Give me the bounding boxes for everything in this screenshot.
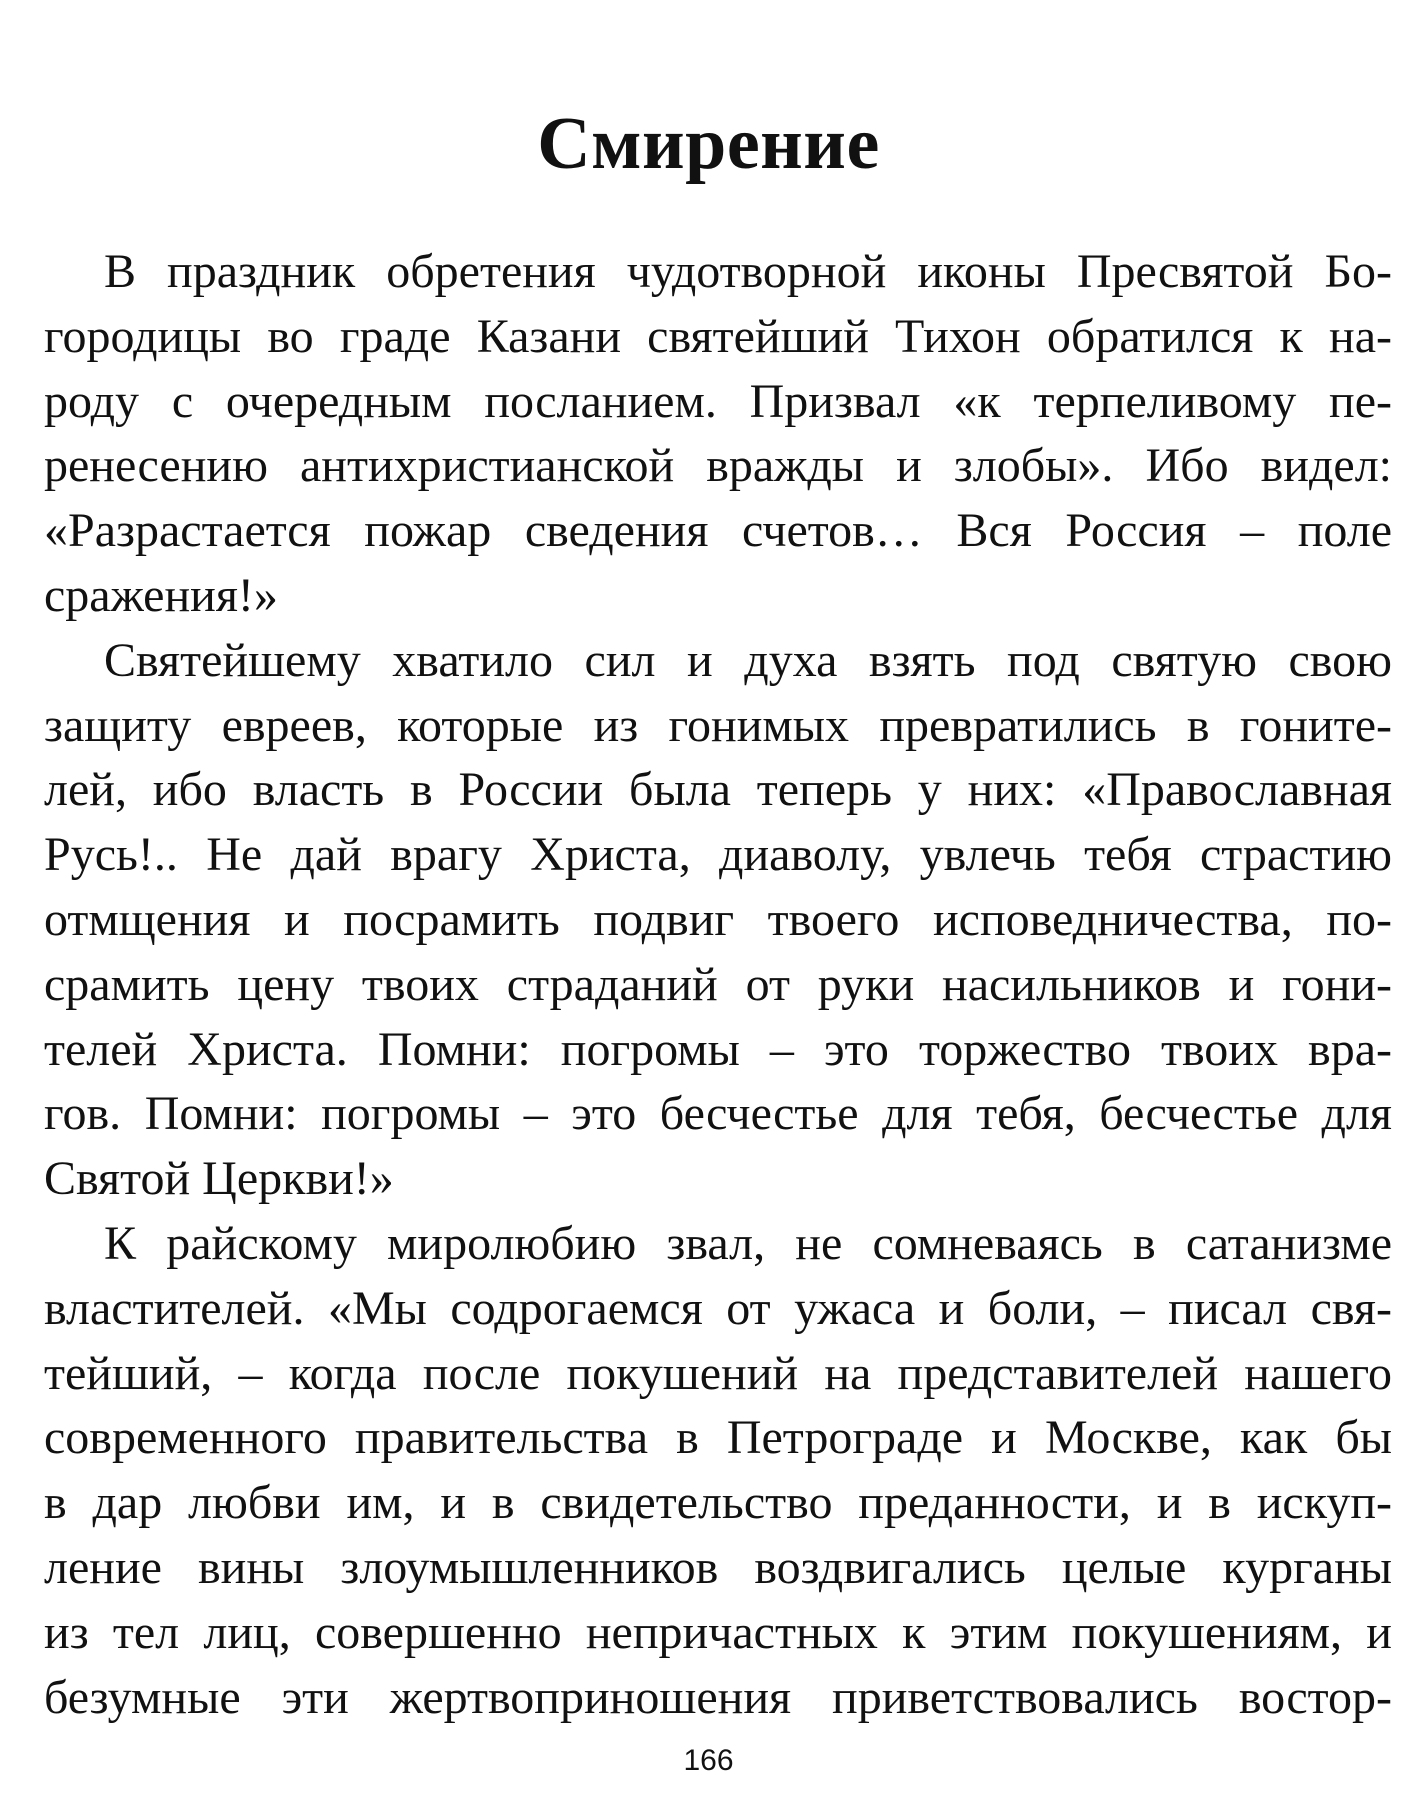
text-line: «Разрастается пожар сведения счетов… Вся Россия – поле <box>44 504 1392 558</box>
text-line: в дар любви им, и в свидетельство преданности, и в искуп- <box>44 1476 1392 1530</box>
text-line: Святейшему хватило сил и духа взять под святую свою <box>104 633 1392 687</box>
body-text <box>44 240 1392 1730</box>
text-line: Русь!.. Не дай врагу Христа, диаволу, увлечь тебя страстию <box>44 828 1392 882</box>
text-line: властителей. «Мы содрогаемся от ужаса и боли, – писал свя- <box>44 1281 1392 1335</box>
page-title: Смирение <box>537 103 880 185</box>
text-line: гов. Помни: погромы – это бесчестье для тебя, бесчестье для <box>44 1087 1392 1141</box>
text-line: отмщения и посрамить подвиг твоего исповедничества, по- <box>44 892 1392 946</box>
text-line: ление вины злоумышленников воздвигались целые курганы <box>44 1540 1392 1594</box>
text-line: Святой Церкви!» <box>44 1152 394 1206</box>
paragraph-3 <box>44 1212 1392 1730</box>
page-number: 166 <box>683 1744 734 1777</box>
text-line: лей, ибо власть в России была теперь у них: «Православная <box>44 763 1392 817</box>
text-line: роду с очередным посланием. Призвал «к терпеливому пе- <box>44 374 1392 428</box>
text-line: тейший, – когда после покушений на представителей нашего <box>44 1346 1392 1400</box>
text-line: защиту евреев, которые из гонимых превратились в гоните- <box>44 698 1392 752</box>
text-line: из тел лиц, совершенно непричастных к этим покушениям, и <box>44 1605 1392 1659</box>
text-line: городицы во граде Казани святейший Тихон обратился к на- <box>44 309 1392 363</box>
text-line: телей Христа. Помни: погромы – это торжество твоих вра- <box>44 1022 1392 1076</box>
text-line: срамить цену твоих страданий от руки насильников и гони- <box>44 957 1392 1011</box>
text-line: сражения!» <box>44 568 278 622</box>
paragraph-2 <box>44 629 1392 1212</box>
text-line: К райскому миролюбию звал, не сомневаясь в сатанизме <box>104 1216 1392 1270</box>
paragraph-1 <box>44 240 1392 629</box>
text-line: современного правительства в Петрограде и Москве, как бы <box>44 1411 1392 1465</box>
text-line: В праздник обретения чудотворной иконы Пресвятой Бо- <box>104 245 1392 298</box>
text-line: ренесению антихристианской вражды и злобы». Ибо видел: <box>44 439 1392 493</box>
text-line: безумные эти жертвоприношения приветствовались востор- <box>44 1670 1392 1724</box>
